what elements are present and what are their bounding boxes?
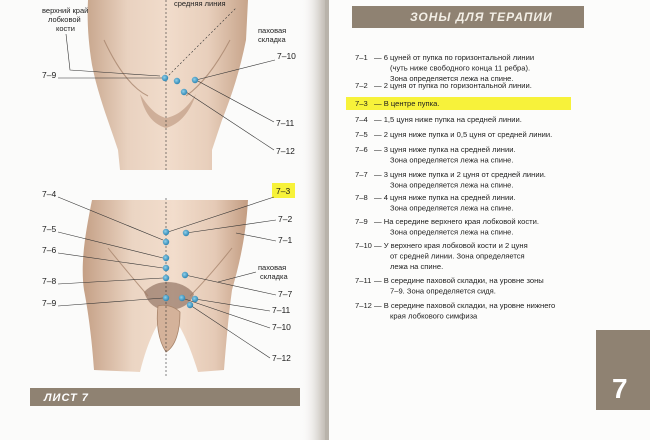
point-7-10 xyxy=(179,295,185,301)
top-callout-7-12: 7–12 xyxy=(276,146,295,156)
top-groin-label-line2: складка xyxy=(258,35,286,44)
spine xyxy=(325,0,329,440)
bottom-callout-7-3: 7–3 xyxy=(276,186,291,196)
bottom-torso-figure xyxy=(83,200,248,372)
top-callout-7-11: 7–11 xyxy=(276,118,295,128)
bottom-callout-7-9: 7–9 xyxy=(42,298,57,308)
bottom-callout-7-11: 7–11 xyxy=(272,305,291,315)
entry-text-line: Зона определяется лежа на спине. xyxy=(390,180,514,190)
bottom-callout-7-5: 7–5 xyxy=(42,224,57,234)
entry-code: 7–8 xyxy=(355,193,368,202)
bottom-callout-7-10: 7–10 xyxy=(272,322,291,332)
entry-text-line: лежа на спине. xyxy=(390,262,444,271)
point-7-8 xyxy=(163,275,169,281)
entry-text-line: — В середине паховой складки, на уровне зоны xyxy=(374,276,544,285)
point-7-2 xyxy=(183,230,189,236)
entry-text-line: — В центре пупка. xyxy=(374,99,440,108)
point-7-4 xyxy=(163,239,169,245)
entry-code: 7–5 xyxy=(355,130,368,139)
entry-code: 7–12 xyxy=(355,301,372,310)
entry-code: 7–2 xyxy=(355,81,368,90)
point-7-7 xyxy=(182,272,188,278)
bottom-callout-7-2: 7–2 xyxy=(278,214,293,224)
entry-code: 7–6 xyxy=(355,145,368,154)
top-groin-label-line1: паховая xyxy=(258,26,287,35)
entry-code: 7–10 xyxy=(355,241,372,250)
top-point-7-9 xyxy=(162,75,168,81)
page-number: 7 xyxy=(612,373,628,404)
entry-text-line: 7–9. Зона определяется сидя. xyxy=(390,286,496,296)
entry-text-line: — 3 цуня ниже пупка на средней линии. xyxy=(374,145,516,154)
entry-text-line: — В середине паховой складки, на уровне нижнего xyxy=(374,301,556,310)
top-point-7-12 xyxy=(181,89,187,95)
point-7-6 xyxy=(163,265,169,271)
point-7-3 xyxy=(163,229,169,235)
entry-text-line: от средней линии. Зона определяется xyxy=(390,251,525,261)
sheet-label: ЛИСТ 7 xyxy=(44,392,89,404)
entry-text-line: — 3 цуня ниже пупка и 2 цуня от средней линии. xyxy=(374,170,546,179)
entry-code: 7–4 xyxy=(355,115,368,124)
bottom-callout-7-6: 7–6 xyxy=(42,245,57,255)
bottom-callout-7-12: 7–12 xyxy=(272,353,291,363)
point-7-12 xyxy=(187,302,193,308)
entry-text-line: Зона определяется лежа на спине. xyxy=(390,227,514,237)
entry-text-line: — 1,5 цуня ниже пупка на средней линии. xyxy=(374,115,522,124)
entry-code: 7–7 xyxy=(355,170,368,179)
bottom-callout-7-1: 7–1 xyxy=(278,235,293,245)
pubic-label-line1: верхний край xyxy=(42,6,89,15)
entry-code: 7–11 xyxy=(355,276,372,285)
entry-text-line: (чуть ниже свободного конца 11 ребра). xyxy=(390,63,531,73)
entry-text-line: — 6 цуней от пупка по горизонтальной линии xyxy=(374,53,535,62)
gutter-shadow xyxy=(300,0,327,440)
point-7-5 xyxy=(163,255,169,261)
entry-text-line: — 4 цуня ниже пупка на средней линии. xyxy=(374,193,516,202)
point-7-11 xyxy=(192,296,198,302)
top-callout-7-10: 7–10 xyxy=(277,51,296,61)
bottom-groin-label-line2: складка xyxy=(260,272,288,281)
pubic-label-line3: кости xyxy=(56,24,75,33)
bottom-callout-7-8: 7–8 xyxy=(42,276,57,286)
top-point-7-11 xyxy=(192,77,198,83)
entry-text-line: — 2 цуня от пупка по горизонтальной линии. xyxy=(374,81,532,90)
entry-code: 7–9 xyxy=(355,217,368,226)
entry-code: 7–3 xyxy=(355,99,368,108)
midline-label: средняя линия xyxy=(174,0,226,8)
entry-text-line: — На середине верхнего края лобковой кости. xyxy=(374,217,539,226)
entry-text-line: — 2 цуня ниже пупка и 0,5 цуня от средней линии. xyxy=(374,130,553,139)
entry-text-line: — У верхнего края лобковой кости и 2 цуня xyxy=(374,241,528,250)
entry-text-line: Зона определяется лежа на спине. xyxy=(390,155,514,165)
bottom-callout-7-4: 7–4 xyxy=(42,189,57,199)
pubic-label-line2: лобковой xyxy=(48,15,81,24)
top-callout-7-9: 7–9 xyxy=(42,70,57,80)
bottom-callout-7-7: 7–7 xyxy=(278,289,293,299)
page-header: ЗОНЫ ДЛЯ ТЕРАПИИ xyxy=(410,10,553,24)
entry-code: 7–1 xyxy=(355,53,368,62)
entry-text-line: Зона определяется лежа на спине. xyxy=(390,203,514,213)
entry-text-line: Зона определяется лежа на спине. xyxy=(390,74,514,83)
bottom-groin-label-line1: паховая xyxy=(258,263,287,272)
entry-text-line: края лобкового симфиза xyxy=(390,311,478,321)
point-7-9 xyxy=(163,295,169,301)
top-point-7-10 xyxy=(174,78,180,84)
